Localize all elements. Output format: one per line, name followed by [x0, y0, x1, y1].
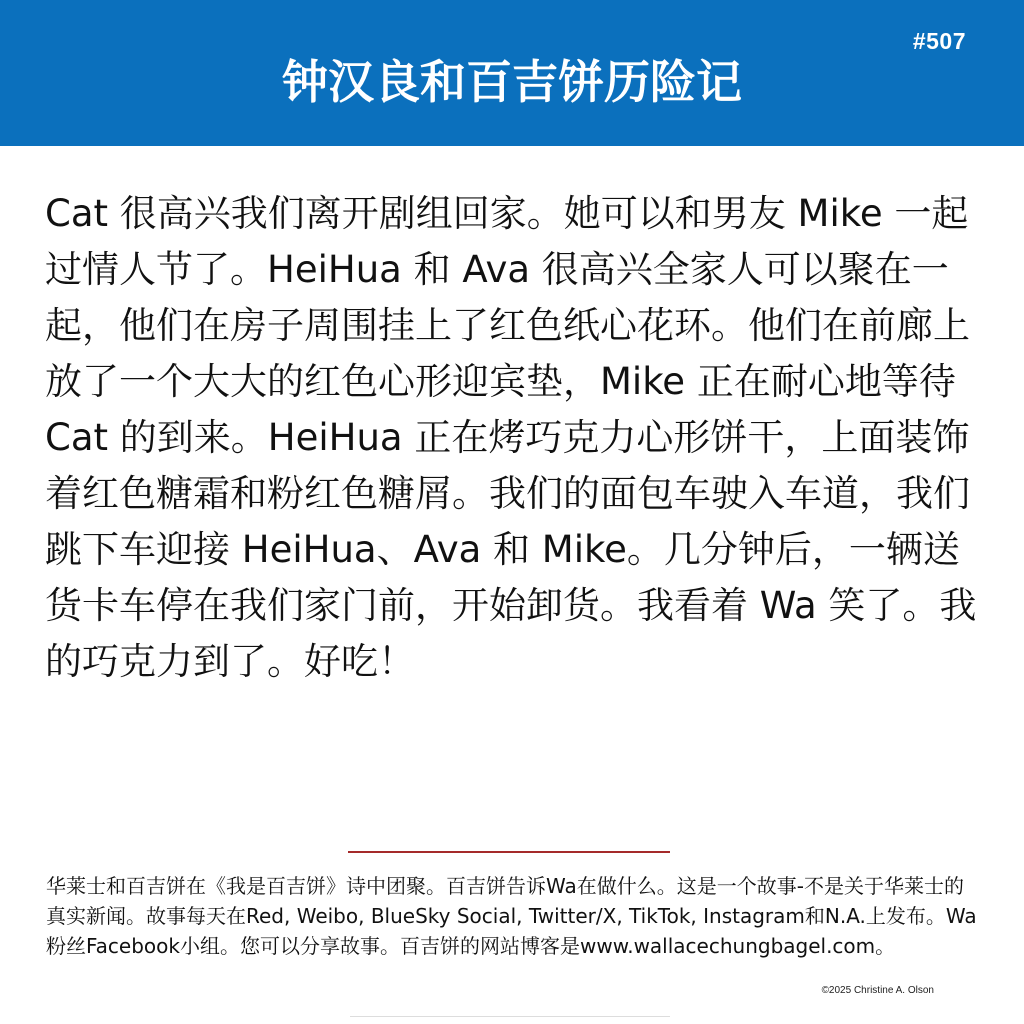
copyright-text: ©2025 Christine A. Olson [821, 985, 934, 996]
page-title: 钟汉良和百吉饼历险记 [282, 55, 742, 109]
section-divider [348, 851, 670, 853]
bottom-divider [350, 1016, 670, 1017]
title-banner [0, 0, 1024, 146]
story-text: Cat 很高兴我们离开剧组回家。她可以和男友 Mike 一起过情人节了。HeiHua 和 Ava 很高兴全家人可以聚在一起，他们在房子周围挂上了红色纸心花环。他们在前廊上放了一个大大的红色心形迎宾垫，Mike 正在耐心地等待 Cat 的到来。HeiHua 正在烤巧克力心形饼干，上面装饰着红色糖霜和粉红色糖屑。我们的面包车驶入车道，我们跳下车迎接 HeiHua、Ava 和 Mike。几分钟后，一辆送货卡车停在我们家门前，开始卸货。我看着 Wa 笑了。我的巧克力到了。好吃！ [45, 192, 977, 683]
episode-number: #507 [912, 28, 966, 54]
footer-note: 华莱士和百吉饼在《我是百吉饼》诗中团聚。百吉饼告诉Wa在做什么。这是一个故事-不是关于华莱士的真实新闻。故事每天在Red, Weibo, BlueSky Social, Twitter/X, TikTok, Instagram和N.A.上发布。Wa粉丝Facebook小组。您可以分享故事。百吉饼的网站博客是www.wallacechungbagel.com。 [46, 874, 977, 958]
